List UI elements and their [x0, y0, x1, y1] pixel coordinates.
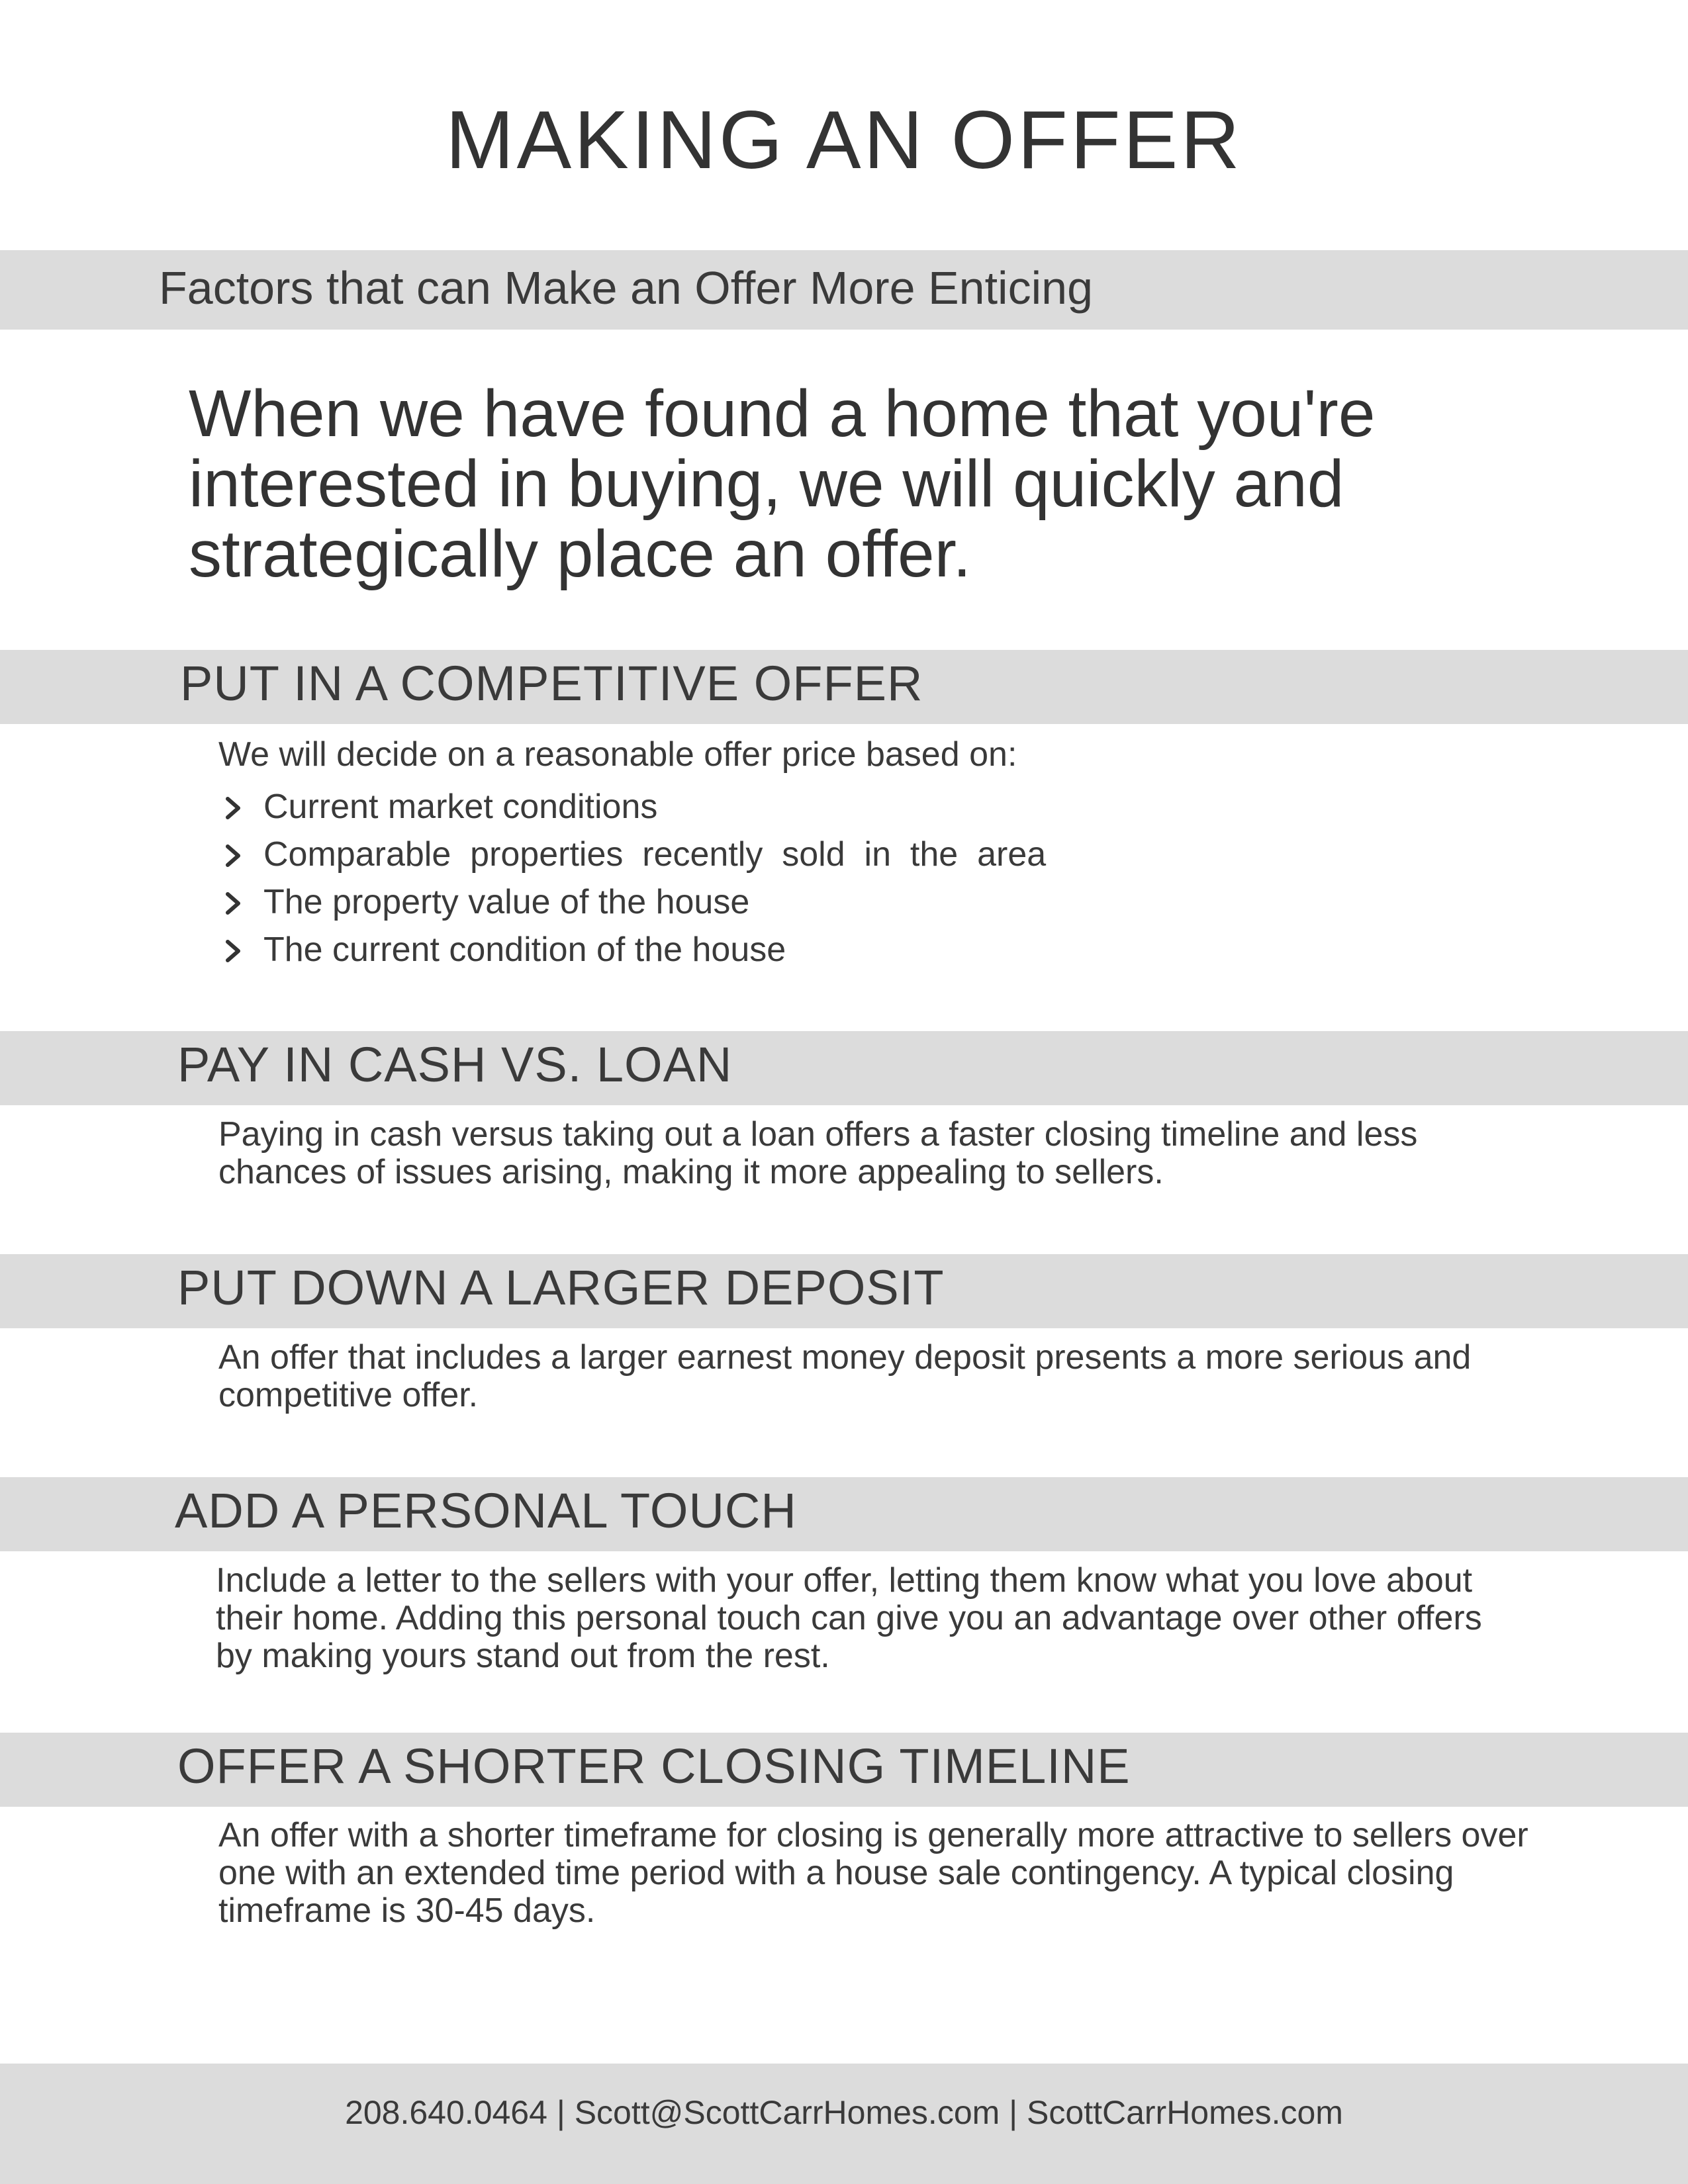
chevron-right-icon	[221, 891, 245, 915]
section-text-larger-deposit: An offer that includes a larger earnest money deposit presents a more serious and competitive offer.	[218, 1338, 1472, 1414]
list-item	[218, 878, 1476, 926]
footer-contact: 208.640.0464 | Scott@ScottCarrHomes.com | ScottCarrHomes.com	[345, 2094, 1343, 2131]
list-item	[218, 783, 1476, 831]
section-heading-larger-deposit: PUT DOWN A LARGER DEPOSIT	[177, 1260, 945, 1315]
chevron-right-icon	[221, 796, 245, 820]
section-heading-cash-vs-loan: PAY IN CASH VS. LOAN	[177, 1037, 733, 1092]
list-item	[218, 926, 1476, 974]
list-item-label: The current condition of the house	[263, 931, 786, 969]
section-heading-competitive-offer: PUT IN A COMPETITIVE OFFER	[180, 656, 923, 711]
section-heading-personal-touch: ADD A PERSONAL TOUCH	[175, 1483, 797, 1538]
list-item-label: The property value of the house	[263, 883, 750, 921]
section-text-cash-vs-loan: Paying in cash versus taking out a loan offers a faster closing timeline and less chances of issues arising, making it more appealing to sellers.	[218, 1115, 1418, 1191]
section-text-personal-touch: Include a letter to the sellers with your offer, letting them know what you love about their home. Adding this personal touch can give you an advantage over other offers by making yours stand out from the rest.	[216, 1561, 1482, 1675]
section-intro-competitive-offer: We will decide on a reasonable offer price based on:	[218, 735, 1017, 774]
section-heading-shorter-closing: OFFER A SHORTER CLOSING TIMELINE	[177, 1739, 1131, 1794]
page-title: MAKING AN OFFER	[445, 95, 1243, 186]
list-item-label: Comparable properties recently sold in the area	[263, 835, 1047, 874]
section-text-shorter-closing: An offer with a shorter timeframe for closing is generally more attractive to sellers over one with an extended time period with a house sale contingency. A typical closing timeframe is 30-45 days.	[218, 1816, 1528, 1930]
bullet-list	[218, 783, 1476, 974]
chevron-right-icon	[221, 844, 245, 868]
lead-statement: When we have found a home that you're interested in buying, we will quickly and strategically place an offer.	[189, 377, 1376, 591]
list-item	[218, 831, 1476, 878]
chevron-right-icon	[221, 939, 245, 963]
list-item-label: Current market conditions	[263, 788, 658, 826]
page-subtitle: Factors that can Make an Offer More Enticing	[159, 262, 1094, 314]
